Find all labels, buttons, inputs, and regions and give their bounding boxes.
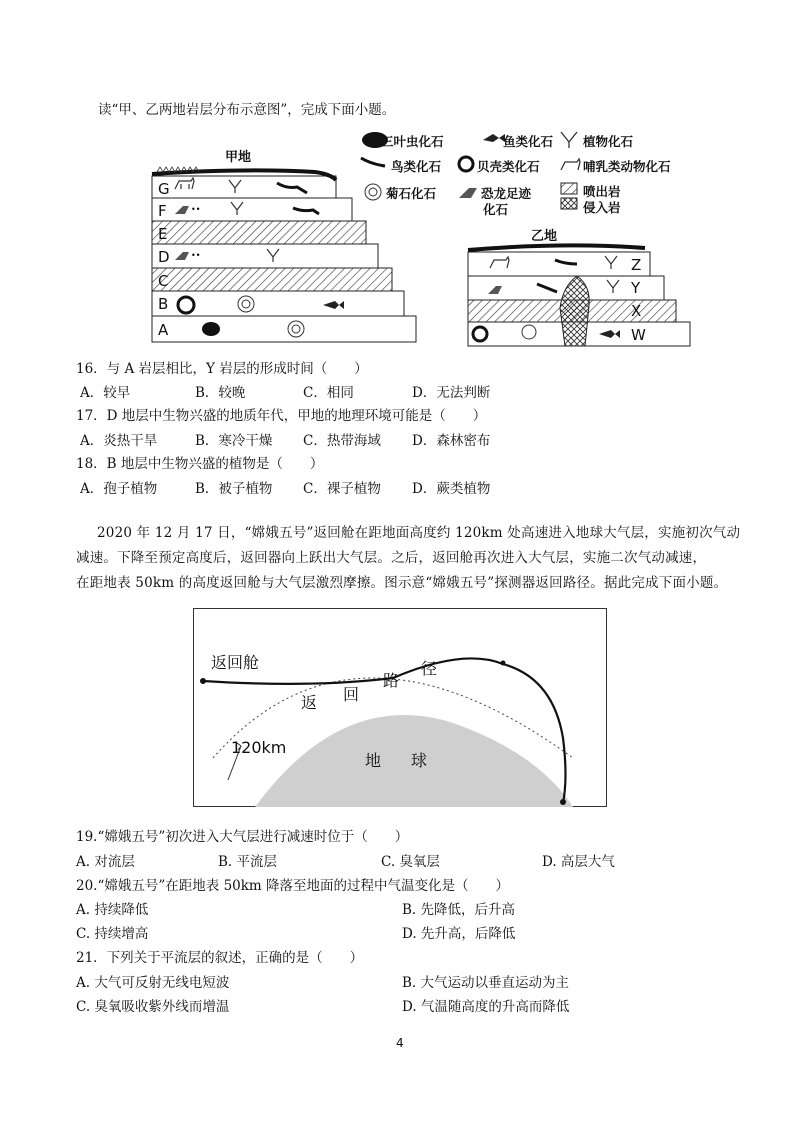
question-20-option-d: D. 先升高，后降低 (402, 926, 516, 942)
svg-text:••: •• (191, 205, 201, 214)
yi-title: 乙地 (531, 229, 558, 244)
intro-2-line-1: 2020 年 12 月 17 日，“嫦娥五号”返回舱在距地面高度约 120km 处高速进入地球大气层，实施初次气动 (97, 525, 741, 541)
question-21-stem: 21．下列关于平流层的叙述，正确的是（ ） (76, 950, 364, 966)
intro-2-line-2: 减速。下降至预定高度后，返回器向上跃出大气层。之后，返回舱再次进入大气层，实施二次气动减速， (76, 550, 707, 566)
legend-label-bird: 鸟类化石 (391, 159, 442, 174)
earth-label-2: 球 (411, 751, 428, 770)
intrusive-rock-icon (561, 198, 577, 209)
dinosaur-footprint-icon (459, 188, 477, 198)
intro-text: 读“甲、乙两地岩层分布示意图”，完成下面小题。 (98, 102, 396, 118)
question-20-option-c: C. 持续增高 (76, 926, 149, 942)
question-20-stem: 20.“嫦娥五号”在距地表 50km 降落至地面的过程中气温变化是（ ） (76, 878, 510, 894)
question-17-option-b: B．寒冷干燥 (195, 433, 273, 449)
layer-label-f: F (158, 202, 167, 220)
question-17-option-d: D．森林密布 (412, 433, 491, 449)
layer-label-w: W (631, 326, 646, 344)
question-19-option-b: B. 平流层 (218, 854, 278, 870)
question-16-option-b: B．较晚 (195, 385, 246, 401)
question-21-option-d: D. 气温随高度的升高而降低 (402, 999, 570, 1015)
legend-label-extrusive: 喷出岩 (583, 184, 621, 199)
return-path-figure (193, 608, 607, 807)
path-char-1: 返 (301, 693, 318, 712)
question-18-option-b: B．被子植物 (195, 481, 273, 497)
question-19-option-c: C. 臭氧层 (381, 854, 440, 870)
question-19-option-a: A. 对流层 (76, 854, 135, 870)
question-18-option-c: C．裸子植物 (303, 481, 381, 497)
question-21-option-a: A. 大气可反射无线电短波 (76, 975, 230, 991)
legend-label-mammal: 哺乳类动物化石 (583, 159, 671, 174)
layer-label-y: Y (631, 279, 641, 297)
path-char-3: 路 (383, 671, 400, 690)
question-16-option-c: C．相同 (303, 385, 354, 401)
capsule-label: 返回舱 (211, 653, 260, 672)
question-17-option-a: A．炎热干旱 (80, 433, 158, 449)
fish-icon (483, 134, 505, 142)
question-18-stem: 18．B 地层中生物兴盛的植物是（ ） (76, 456, 324, 472)
question-16-option-d: D．无法判断 (412, 385, 491, 401)
earth-label-1: 地 (365, 751, 382, 770)
layer-label-a: A (158, 321, 169, 339)
legend-label-footprint: 恐龙足迹 (481, 186, 532, 201)
question-18-option-d: D．蕨类植物 (412, 481, 491, 497)
path-char-2: 回 (343, 685, 360, 704)
question-16-stem: 16．与 A 岩层相比，Y 岩层的形成时间（ ） (76, 361, 368, 377)
ammonite-icon (365, 184, 381, 200)
legend-label-intrusive: 侵入岩 (583, 200, 621, 215)
question-19-option-d: D. 高层大气 (542, 854, 615, 870)
layer-label-g: G (158, 180, 170, 198)
layer-label-e: E (158, 225, 168, 243)
layer-label-c: C (158, 272, 169, 290)
question-20-option-b: B. 先降低，后升高 (402, 902, 516, 918)
question-21-option-b: B. 大气运动以垂直运动为主 (402, 975, 570, 991)
legend-label-fish: 鱼类化石 (503, 134, 554, 149)
extrusive-rock-icon (561, 183, 577, 194)
question-21-option-c: C. 臭氧吸收紫外线而增温 (76, 999, 230, 1015)
question-19-stem: 19.“嫦娥五号”初次进入大气层进行减速时位于（ ） (76, 829, 409, 845)
legend-label-ammonite: 菊石化石 (386, 186, 437, 201)
layer-label-z: Z (631, 256, 642, 274)
svg-text:••: •• (191, 251, 201, 260)
layer-label-x: X (631, 302, 642, 320)
question-20-option-a: A. 持续降低 (76, 902, 149, 918)
plant-icon (561, 132, 577, 148)
question-17-option-c: C．热带海域 (303, 433, 381, 449)
intro-2-line-3: 在距地表 50km 的高度返回舱与大气层激烈摩擦。图示意“嫦娥五号”探测器返回路径。据此完成下面小题。 (76, 575, 728, 591)
legend-label-shell: 贝壳类化石 (477, 159, 540, 174)
mammal-icon (561, 159, 580, 170)
return-path-svg (193, 608, 607, 807)
legend-label-trilobite: 三叶虫化石 (381, 134, 444, 149)
path-char-4: 径 (421, 659, 438, 678)
page-number: 4 (396, 1036, 404, 1050)
layer-label-d: D (158, 248, 170, 266)
question-18-option-a: A．孢子植物 (80, 481, 158, 497)
question-17-stem: 17．D 地层中生物兴盛的地质年代，甲地的地理环境可能是（ ） (76, 408, 487, 424)
bird-icon (361, 158, 385, 166)
jia-title: 甲地 (225, 150, 252, 165)
yi-rock-block (468, 245, 690, 346)
question-16-option-a: A．较早 (80, 385, 131, 401)
legend-label-plant: 植物化石 (583, 134, 634, 149)
shell-icon (459, 157, 473, 171)
legend-label-fossil: 化石 (483, 202, 509, 217)
layer-label-b: B (158, 295, 169, 313)
height-label: 120km (231, 738, 287, 757)
rock-layer-figure (145, 128, 705, 350)
